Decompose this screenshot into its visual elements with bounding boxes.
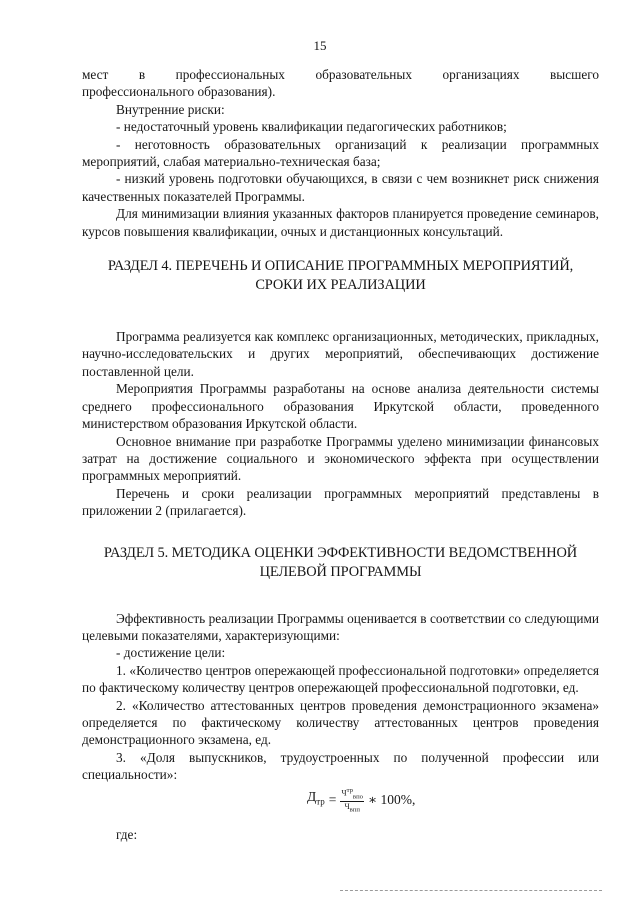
risk-item-1: - недостаточный уровень квалификации педагогических работников; xyxy=(116,119,507,135)
formula-equals: = xyxy=(328,792,337,808)
mitigation-paragraph: Для минимизации влияния указанных факторов планируется проведение семинаров, курсов повышения квалификации, очных и дистанционных консультаций. xyxy=(82,206,599,239)
section4-paragraph-3: Основное внимание при разработке Программы уделено минимизации финансовых затрат на достижение социального и экономического эффекта при осуществлении программных мероприятий. xyxy=(82,433,599,484)
section4-paragraph-1: Программа реализуется как комплекс организационных, методических, прикладных, научно-исследовательских и других мероприятий, обеспечивающих достижение поставленной цели. xyxy=(82,329,599,379)
formula-fraction xyxy=(340,786,364,815)
where-label: где: xyxy=(116,826,138,842)
indicator-item-1: 1. «Количество центров опережающей профессиональной подготовки» определяется по фактическому количеству центров опережающей профессиональной подготовки, ед. xyxy=(82,662,599,696)
footer-divider xyxy=(340,890,602,891)
risk-item-3: - низкий уровень подготовки обучающихся, в связи с чем возникнет риск снижения качественных показателей Программы. xyxy=(82,171,599,204)
formula-tail: ∗ 100%, xyxy=(367,792,416,808)
section5-title xyxy=(82,544,599,582)
para-top-line1 xyxy=(82,66,599,83)
word: высшего xyxy=(549,67,600,82)
risk-item-2: - неготовность образовательных организаций к реализации программных мероприятий, слабая материально-техническая база; xyxy=(82,136,599,170)
word: образовательных xyxy=(315,67,412,82)
formula-numerator: $Ч^{тр}_{впо}$ xyxy=(341,786,363,800)
word: в xyxy=(138,67,146,82)
page-content xyxy=(82,66,599,843)
section5-title-line1: РАЗДЕЛ 5. МЕТОДИКА ОЦЕНКИ ЭФФЕКТИВНОСТИ ВЕДОМСТВЕННОЙ xyxy=(103,544,578,561)
goal-label: - достижение цели: xyxy=(116,645,226,661)
employment-share-formula xyxy=(307,786,415,815)
formula-denominator: $Ч_{впп}$ xyxy=(344,801,360,814)
section4-title-line1: РАЗДЕЛ 4. ПЕРЕЧЕНЬ И ОПИСАНИЕ ПРОГРАММНЫХ МЕРОПРИЯТИЙ, xyxy=(107,258,574,275)
word: организациях xyxy=(442,67,520,82)
word: профессиональных xyxy=(175,67,285,82)
indicator-item-3: 3. «Доля выпускников, трудоустроенных по полученной профессии или специальности»: xyxy=(82,749,599,783)
formula-row xyxy=(82,784,599,818)
page-number: 15 xyxy=(313,38,327,53)
section4-paragraph-4: Перечень и сроки реализации программных мероприятий представлены в приложении 2 (прилагается). xyxy=(82,485,599,519)
formula-lhs: $Д_{тр}$ xyxy=(307,789,325,808)
para-top-line2: профессионального образования). xyxy=(82,84,276,100)
section4-title xyxy=(82,257,599,295)
word: мест xyxy=(82,67,109,82)
section5-paragraph-1: Эффективность реализации Программы оценивается в соответствии со следующими целевыми показателями, характеризующими: xyxy=(82,610,599,643)
internal-risks-heading: Внутренние риски: xyxy=(116,101,225,117)
section4-paragraph-2: Мероприятия Программы разработаны на основе анализа деятельности системы среднего профессионального образования Иркутской области, проведенного министерством образования Иркутской области. xyxy=(82,381,599,432)
section5-title-line2: ЦЕЛЕВОЙ ПРОГРАММЫ xyxy=(259,563,422,580)
indicator-item-2: 2. «Количество аттестованных центров проведения демонстрационного экзамена» определяется по фактическому количеству аттестованных центров проведения демонстрационного экзамена, ед. xyxy=(82,697,599,748)
section4-title-line2: СРОКИ ИХ РЕАЛИЗАЦИИ xyxy=(255,277,426,294)
